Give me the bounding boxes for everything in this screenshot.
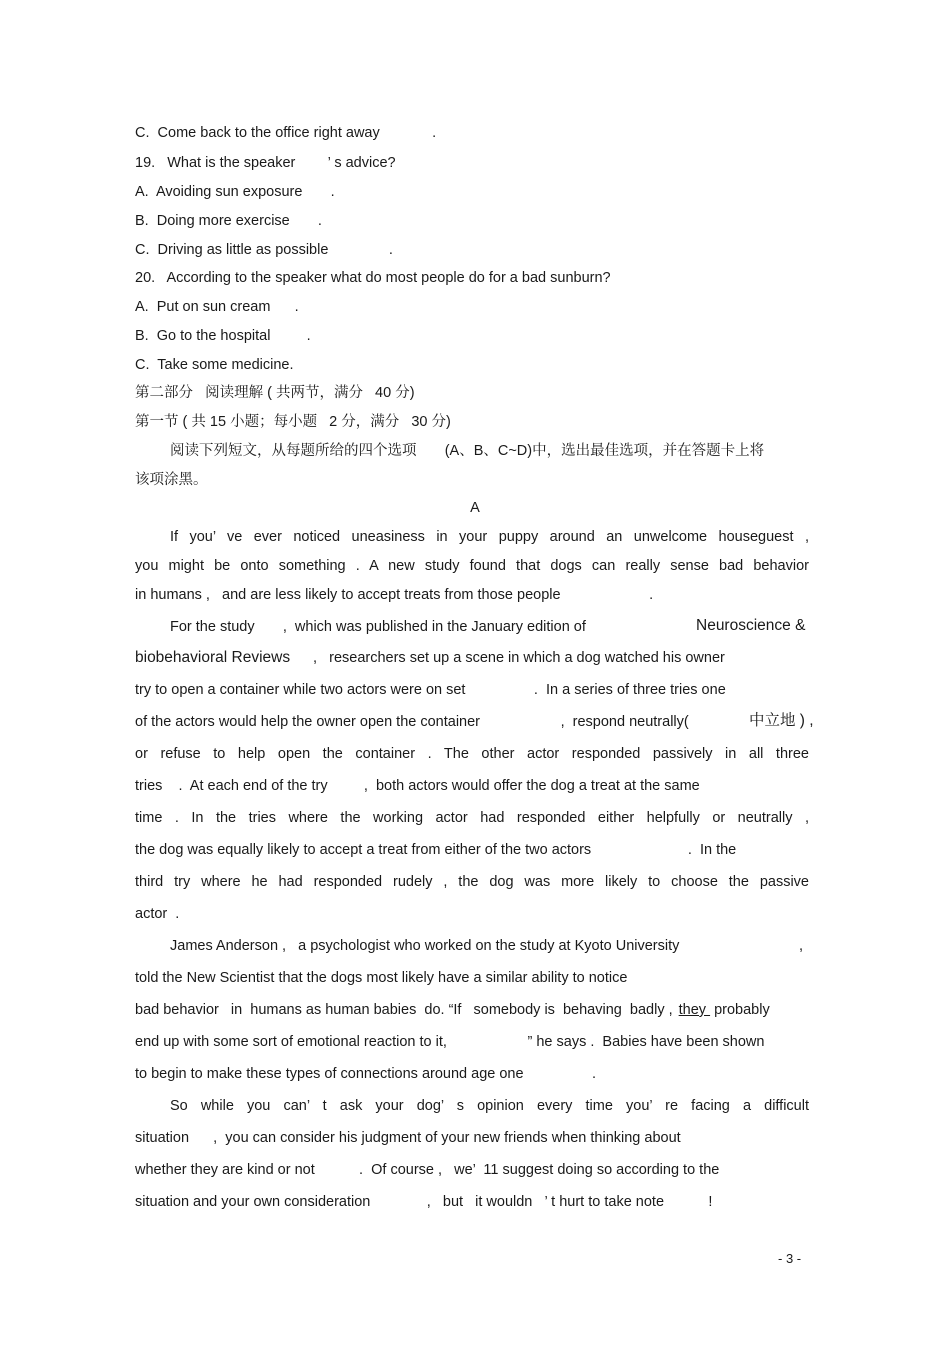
- question-19-option-c: C. Driving as little as possible .: [135, 242, 393, 258]
- paragraph-1-line-3: in humans , and are less likely to accept treats from those people .: [135, 587, 654, 603]
- paragraph-1-line-1: If you’ ve ever noticed uneasiness in your puppy around an unwelcome houseguest ,: [170, 529, 809, 545]
- question-20-stem: 20. According to the speaker what do most people do for a bad sunburn?: [135, 270, 611, 286]
- paragraph-3-line-3: [135, 1000, 770, 1020]
- journal-title-part-2: biobehavioral Reviews: [135, 649, 291, 666]
- paragraph-4-line-2: situation , you can consider his judgment of your new friends when thinking about: [135, 1130, 681, 1146]
- paragraph-4-line-4: situation and your own consideration , but it wouldn ’ t hurt to take note !: [135, 1194, 713, 1210]
- paragraph-1-line-2: you might be onto something . A new study found that dogs can really sense bad behavior: [135, 558, 809, 574]
- paragraph-4-line-3: whether they are kind or not . Of course , we’ 11 suggest doing so according to the: [135, 1162, 720, 1178]
- paragraph-3-line-4: end up with some sort of emotional reaction to it, ” he says . Babies have been shown: [135, 1034, 765, 1050]
- instructions-line-1: 阅读下列短文，从每题所给的四个选项 (A、B、C~D)中，选出最佳选项，并在答题卡上将: [170, 443, 765, 459]
- part-two-heading: 第二部分 阅读理解 ( 共两节，满分 40 分): [135, 385, 415, 401]
- paragraph-3-line-2: told the New Scientist that the dogs most likely have a similar ability to notice: [135, 970, 628, 986]
- paragraph-2-line-9: third try where he had responded rudely , the dog was more likely to choose the passive: [135, 874, 809, 890]
- paragraph-2-line-8: the dog was equally likely to accept a treat from either of the two actors . In the: [135, 842, 737, 858]
- journal-title-part-1: Neuroscience &: [696, 617, 806, 634]
- question-20-option-c: C. Take some medicine.: [135, 357, 294, 373]
- paragraph-2-line-7: time . In the tries where the working actor had responded either helpfully or neutrally ,: [135, 810, 809, 826]
- section-one-heading: 第一节 ( 共 15 小题；每小题 2 分，满分 30 分): [135, 414, 451, 430]
- paragraph-3-line-1: James Anderson , a psychologist who worked on the study at Kyoto University: [170, 938, 680, 954]
- paragraph-3-comma: ,: [799, 938, 804, 954]
- underlined-they: they: [678, 1002, 711, 1018]
- paragraph-2-line-6: tries . At each end of the try , both actors would offer the dog a treat at the same: [135, 778, 700, 794]
- paragraph-2-line-2: , researchers set up a scene in which a dog watched his owner: [313, 650, 725, 666]
- chinese-gloss: 中立地 ) ,: [749, 712, 814, 729]
- question-19-option-b: B. Doing more exercise .: [135, 213, 322, 229]
- paragraph-2-line-1: For the study , which was published in the January edition of: [170, 619, 586, 635]
- paragraph-3-line-5: to begin to make these types of connections around age one .: [135, 1066, 597, 1082]
- question-19-stem: 19. What is the speaker ’ s advice?: [135, 155, 396, 171]
- paragraph-2-line-3: try to open a container while two actors were on set . In a series of three tries one: [135, 682, 726, 698]
- paragraph-3-line-3-text: bad behavior in humans as human babies do. “If somebody is behaving badly ,: [135, 1002, 673, 1018]
- paragraph-2-line-5: or refuse to help open the container . The other actor responded passively in all three: [135, 746, 809, 762]
- question-20-option-a: A. Put on sun cream .: [135, 299, 299, 315]
- instructions-line-2: 该项涂黑。: [135, 472, 208, 488]
- paragraph-4-line-1: So while you can’ t ask your dog’ s opinion every time you’ re facing a difficult: [170, 1098, 809, 1114]
- page-number: - 3 -: [778, 1251, 802, 1266]
- question-18-option-c: C. Come back to the office right away .: [135, 125, 437, 141]
- paragraph-2-line-4: of the actors would help the owner open the container , respond neutrally(: [135, 714, 689, 730]
- paragraph-2-line-10: actor .: [135, 906, 180, 922]
- question-19-option-a: A. Avoiding sun exposure .: [135, 184, 335, 200]
- question-20-option-b: B. Go to the hospital .: [135, 328, 311, 344]
- paragraph-3-line-3-end: probably: [714, 1002, 770, 1018]
- passage-label: A: [470, 500, 480, 516]
